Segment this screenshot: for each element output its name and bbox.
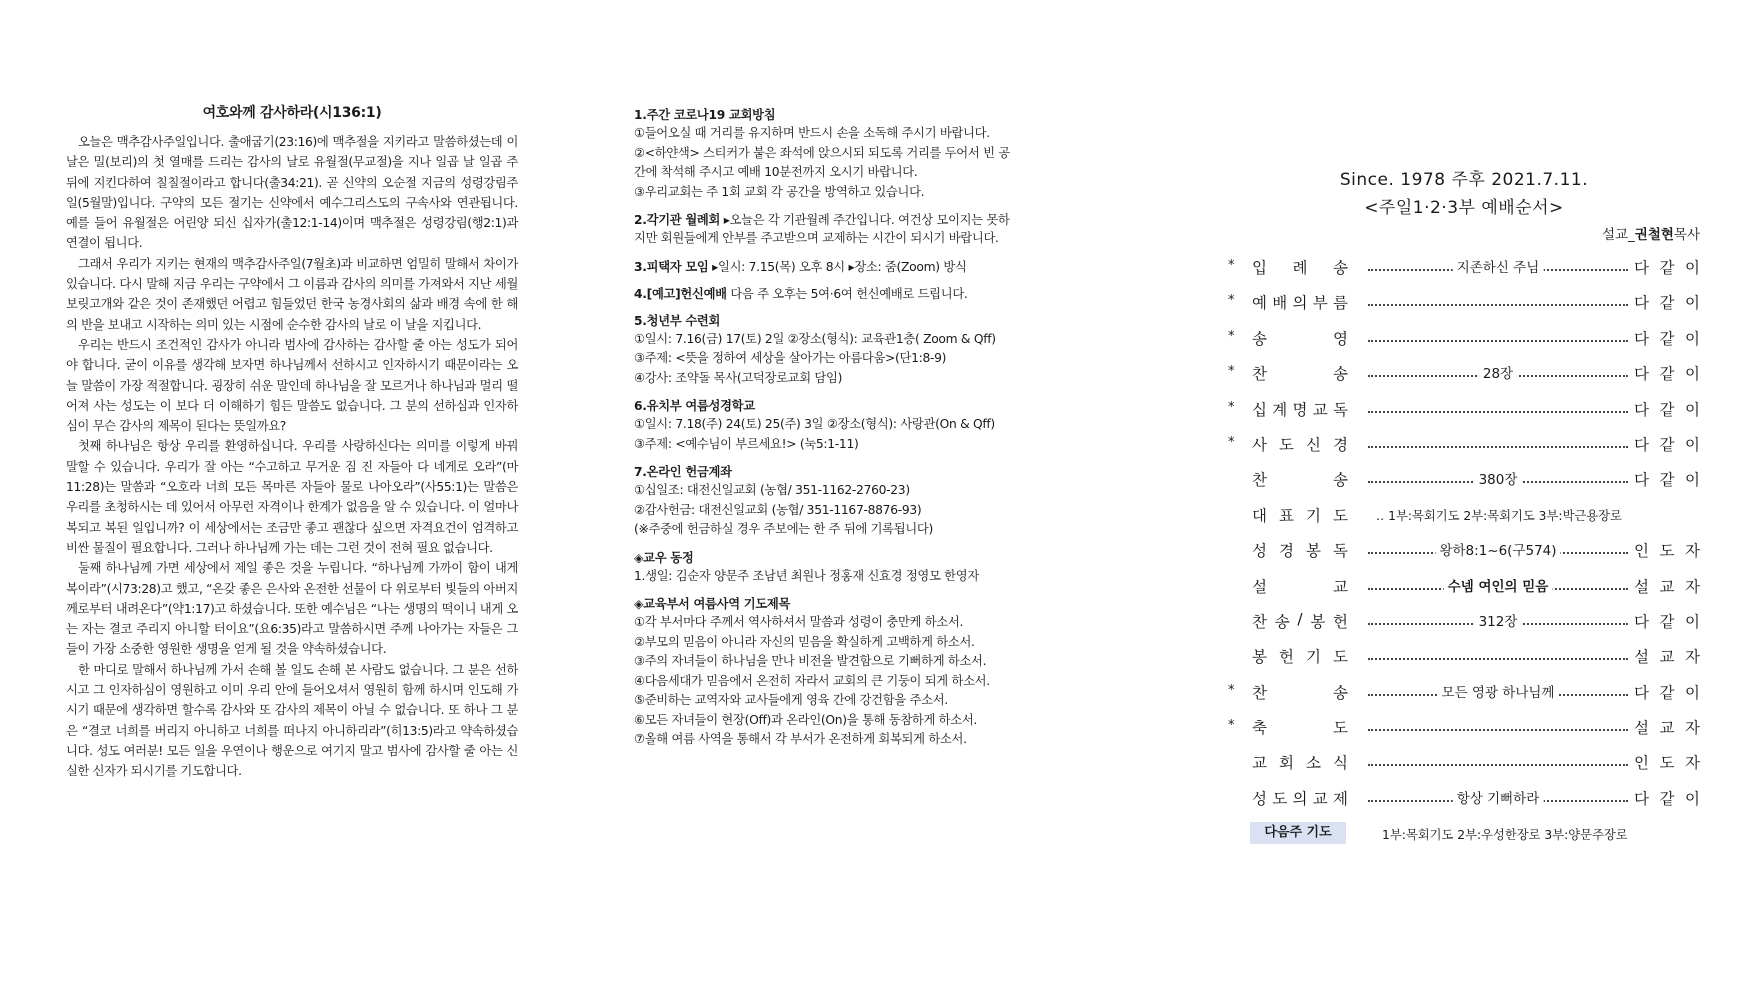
order-row [1228, 285, 1700, 320]
name-char: 예 [1252, 294, 1267, 313]
news-item [634, 106, 1134, 202]
news-heading [634, 211, 1134, 229]
stand-marker: * [1228, 293, 1235, 309]
who-char: 이 [1685, 471, 1700, 490]
name-char: 름 [1333, 294, 1348, 313]
who-char: 같 [1659, 471, 1675, 490]
news-heading [634, 463, 1134, 481]
who-char: 이 [1685, 435, 1700, 454]
order-item-name [1252, 539, 1348, 561]
order-item-leader [1634, 645, 1700, 667]
preacher-suffix: 목사 [1673, 227, 1700, 243]
order-row [1228, 781, 1700, 816]
leader-line [1368, 658, 1628, 660]
order-row [1228, 250, 1700, 285]
name-char: 도 [1279, 435, 1294, 454]
next-prayer-text: 1부:목회기도 2부:우성한장로 3부:양문주장로 [1382, 828, 1628, 843]
name-char: 송 [1333, 471, 1348, 490]
preacher-line [1228, 224, 1700, 246]
name-char: 식 [1333, 754, 1348, 773]
order-item-detail: 왕하8:1~6(구574) [1435, 539, 1560, 559]
news-line: ②<하얀색> 스티커가 붙은 좌석에 앉으시되 되도록 거리를 두어서 빈 공 [634, 145, 1010, 160]
name-char: 부 [1312, 294, 1328, 313]
stand-marker: * [1228, 718, 1235, 734]
order-item-leader [1634, 787, 1700, 809]
order-item-detail: 모든 영광 하나님께 [1438, 681, 1559, 701]
order-row [1228, 356, 1700, 391]
name-char: 도 [1272, 789, 1288, 808]
news-line: 지만 회원들에게 안부를 주고받으며 교제하는 시간이 되시기 바랍니다. [634, 231, 999, 245]
name-char: 성 [1252, 542, 1267, 561]
leader-line [1368, 446, 1628, 448]
order-item-detail: 312장 [1475, 610, 1522, 630]
name-char: 독 [1333, 542, 1348, 561]
name-char: 독 [1333, 400, 1348, 419]
news-line: ②부모의 믿음이 아니라 자신의 믿음을 확실하게 고백하게 하소서. [634, 634, 975, 649]
who-char: 이 [1685, 683, 1700, 702]
order-item-leader [1634, 610, 1700, 632]
preacher-prefix: 설교_ [1601, 227, 1635, 243]
who-char: 이 [1685, 400, 1700, 419]
order-item-name [1252, 645, 1348, 667]
news-line: ①일시: 7.16(금) 17(토) 2일 ②장소(형식): 교육관1층( Zoom & Qff) [634, 331, 996, 346]
name-char: 기 [1306, 506, 1321, 525]
name-char: 사 [1252, 435, 1267, 454]
news-line: ③주제: <뜻을 정하여 세상을 살아가는 아름다움>(단1:8-9) [634, 351, 947, 365]
news-line: ③우리교회는 주 1회 교회 각 공간을 방역하고 있습니다. [634, 184, 925, 199]
who-char: 도 [1659, 754, 1675, 773]
news-heading-title: 2.각기관 월례회 [634, 213, 721, 227]
stand-marker: * [1228, 434, 1235, 450]
essay-paragraph: 한 마디로 말해서 하나님께 가서 손해 볼 일도 손해 본 사람도 없습니다. 그 분은 선하시고 그 인자하심이 영원하고 이미 우리 안에 들어오셔서 영원히 함께 하시며 인도해 가시기 때문에 생각하면 할수록 감사와 또 감사의 제목이 아닐 수 없습니다. 또 하나 그 분은 “결코 너희를 버리지 아니하고 너희를 떠나지 아니하리라”(히13:5)라고 약속하셨습니다. 성도 여러분! 모든 일을 우연이나 행운으로 여기지 말고 범사에 감사할 줄 아는 신실한 신자가 되시기를 기도합니다. [66, 662, 518, 779]
order-item-name [1252, 716, 1348, 738]
name-char: 계 [1272, 400, 1288, 419]
order-list [1228, 250, 1700, 816]
name-char: 례 [1292, 259, 1308, 277]
news-heading-inline: ▸일시: 7.15(목) 오후 8시 ▸장소: 줌(Zoom) 방식 [708, 259, 967, 274]
who-char: 같 [1659, 789, 1675, 808]
news-item [634, 397, 1134, 454]
name-char: 축 [1252, 719, 1267, 738]
news-item [634, 285, 1134, 303]
name-char: 십 [1252, 400, 1267, 419]
news-heading-title: 5.청년부 수련회 [634, 313, 721, 328]
news-line: ①십일조: 대전신일교회 (농협/ 351-1162-2760-23) [634, 483, 910, 497]
essay-paragraph: 오늘은 맥추감사주일입니다. 출애굽기(23:16)에 맥추절을 지키라고 말씀하셨는데 이 날은 밀(보리)의 첫 열매를 드리는 감사의 날로 유월절(무교절)을 지나 일곱 날 일곱 주 뒤에 지킨다하여 칠칠절이라고 합니다(출34:21). 곧 신약의 오순절 지금의 성령강림주일(5월말)입니다. 구약의 모든 절기는 신약에서 예수그리스도의 구속사와 연관됩니다. 예를 들어 유월절은 어린양 되신 십자가(출12:1-14)이며 맥추절은 성령강림(행2:1)과 연결이 됩니다. [66, 135, 518, 251]
order-title: <주일1·2·3부 예배순서> [1364, 198, 1564, 218]
news-item [634, 463, 1134, 540]
news-line: ①일시: 7.18(주) 24(토) 25(주) 3일 ②장소(형식): 사랑관(On & Qff) [634, 417, 995, 431]
news-item [634, 595, 1134, 750]
order-row [1228, 675, 1700, 710]
who-char: 다 [1634, 612, 1649, 631]
who-char: 이 [1685, 329, 1700, 348]
name-char: 교 [1333, 577, 1348, 596]
order-row [1228, 569, 1700, 604]
name-char: 찬 [1252, 683, 1267, 702]
news-heading-inline: 다음 주 오후는 5여·6여 헌신예배로 드립니다. [726, 286, 968, 301]
order-item-leader [1634, 539, 1700, 561]
stand-marker: * [1228, 364, 1235, 380]
who-char: 도 [1659, 542, 1675, 561]
name-char: 헌 [1279, 648, 1294, 667]
who-char: 같 [1659, 400, 1675, 419]
name-char: 헌 [1333, 612, 1348, 631]
name-char: 송 [1333, 683, 1348, 702]
essay-paragraph: 우리는 반드시 조건적인 감사가 아니라 범사에 감사하는 감사할 줄 아는 성도가 되어야 합니다. 굳이 이유를 생각해 보자면 하나님께서 선하시고 인자하시기 때문이라는 오늘 말씀이 가장 적절합니다. 굉장히 쉬운 말인데 하나님을 잘 모르거나 하나님과 멀리 떨어져 사는 성도는 이 보다 더 이해하기 힘든 말씀도 없습니다. 그 분의 선하심과 인자하심이 무슨 감사의 제목이 된다는 뜻일까요? [66, 337, 518, 434]
name-char: 도 [1333, 506, 1348, 525]
news-heading [634, 595, 1134, 613]
name-char: 도 [1333, 719, 1348, 738]
order-item-leader [1634, 751, 1700, 773]
news-heading [634, 397, 1134, 415]
who-char: 교 [1659, 719, 1675, 738]
order-row [1228, 427, 1700, 462]
order-row [1228, 392, 1700, 427]
order-row [1228, 498, 1700, 533]
order-item-leader [1634, 433, 1700, 455]
news-line: ⑦올해 여름 사역을 통해서 각 부서가 온전하게 회복되게 하소서. [634, 732, 967, 746]
who-char: 같 [1659, 435, 1675, 454]
order-item-detail: 28장 [1479, 362, 1517, 382]
name-char: 송 [1333, 365, 1348, 384]
news-heading-title: 4.[예고]헌신예배 [634, 286, 727, 301]
order-item-leader [1634, 398, 1700, 420]
order-row [1228, 462, 1700, 497]
who-char: 교 [1659, 648, 1675, 667]
name-char: 찬 [1252, 612, 1267, 631]
who-char: 이 [1685, 294, 1700, 313]
leader-line [1368, 729, 1628, 731]
leader-line [1368, 340, 1628, 342]
order-item-name [1252, 504, 1348, 526]
order-item-name [1252, 433, 1348, 455]
who-char: 다 [1634, 471, 1649, 490]
order-item-leader [1634, 256, 1700, 278]
essay-body [66, 132, 518, 782]
name-char: 찬 [1252, 365, 1267, 384]
news-line: 1.생일: 김순자 양문주 조남년 최원나 정홍재 신효경 정영모 한영자 [634, 568, 979, 583]
news-heading-title: 1.주간 코로나19 교회방침 [634, 108, 776, 122]
who-char: 이 [1685, 612, 1700, 631]
who-char: 이 [1685, 789, 1700, 808]
news-heading-title: 7.온라인 헌금계좌 [634, 465, 732, 479]
order-item-leader [1634, 716, 1700, 738]
who-char: 설 [1634, 648, 1649, 667]
name-char: 대 [1252, 506, 1267, 525]
who-char: 다 [1634, 294, 1649, 313]
news-heading [634, 312, 1134, 330]
next-prayer [1228, 822, 1700, 848]
essay-paragraph: 둘째 하나님께 가면 세상에서 제일 좋은 것을 누립니다. “하나님께 가까이 함이 내게 복이라”(시73:28)고 했고, “온갖 좋은 은사와 온전한 선물이 다 위로부터 빛들의 아버지께로부터 내려온다”(약1:17)고 하셨습니다. 또한 예수님은 “나는 생명의 떡이니 내게 오는 자는 결코 주리지 아니할 터이요”(요6:35)라고 말씀하시면 주께 나아가는 자들은 그들이 가장 소중한 영원한 생명을 얻게 될 것을 약속하셨습니다. [66, 561, 518, 657]
news-heading-title: ◈교우 동정 [634, 550, 694, 565]
name-char: 찬 [1252, 471, 1267, 490]
who-char: 다 [1634, 365, 1649, 384]
news-item [634, 258, 1134, 276]
who-char: 자 [1685, 719, 1700, 738]
name-char: 교 [1252, 754, 1267, 773]
order-row [1228, 533, 1700, 568]
order-item-detail: 380장 [1475, 468, 1522, 488]
name-char: 교 [1312, 400, 1328, 419]
who-char: 설 [1634, 577, 1649, 596]
order-item-leader [1634, 327, 1700, 349]
who-char: 같 [1659, 683, 1675, 702]
order-row [1228, 710, 1700, 745]
news-line: ⑤준비하는 교역자와 교사들에게 영육 간에 강건함을 주소서. [634, 693, 948, 707]
news-line: ④다음세대가 믿음에서 온전히 자라서 교회의 큰 기둥이 되게 하소서. [634, 673, 990, 688]
news-line: ②감사헌금: 대전신일교회 (농협/ 351-1167-8876-93) [634, 502, 922, 517]
order-row [1228, 745, 1700, 780]
news-heading-title: ◈교육부서 여름사역 기도제목 [634, 597, 791, 611]
news-line: ⑥모든 자녀들이 현장(Off)과 온라인(On)을 통해 동참하게 하소서. [634, 712, 978, 727]
stand-marker: * [1228, 258, 1235, 273]
name-char: 경 [1333, 435, 1348, 454]
who-char: 같 [1659, 294, 1675, 313]
name-char: 성 [1252, 789, 1267, 808]
who-char: 다 [1634, 683, 1649, 702]
name-char: 송 [1274, 612, 1290, 631]
who-char: 같 [1659, 612, 1675, 631]
order-item-name [1252, 575, 1348, 597]
order-item-leader [1634, 681, 1700, 703]
who-char: 자 [1685, 754, 1700, 773]
name-char: 봉 [1310, 612, 1326, 631]
name-char: / [1297, 609, 1303, 628]
essay-title: 여호와께 감사하라(시136:1) [202, 105, 382, 121]
news-heading-inline: ▸오늘은 각 기관월례 주간입니다. 여건상 모이지는 못하 [720, 213, 1010, 227]
news-heading-title: 6.유치부 여름성경학교 [634, 399, 755, 413]
name-char: 의 [1292, 294, 1308, 313]
who-char: 인 [1634, 542, 1649, 561]
name-char: 표 [1279, 506, 1294, 525]
name-char: 교 [1312, 789, 1328, 808]
name-char: 배 [1272, 294, 1288, 313]
news-line: ①들어오실 때 거리를 유지하며 반드시 손을 소독해 주시기 바랍니다. [634, 126, 990, 140]
since-date-line: Since. 1978 주후 2021.7.11. [1339, 170, 1589, 190]
who-char: 인 [1634, 754, 1649, 773]
name-char: 송 [1333, 259, 1348, 277]
order-item-detail: 수넴 여인의 믿음 [1444, 575, 1553, 595]
who-char: 이 [1685, 259, 1700, 277]
name-char: 의 [1292, 789, 1308, 808]
who-char: 설 [1634, 719, 1649, 738]
order-item-leader [1634, 575, 1700, 597]
who-char: 다 [1634, 259, 1649, 277]
order-item-leader [1634, 291, 1700, 313]
name-char: 입 [1252, 259, 1267, 277]
name-char: 신 [1306, 435, 1321, 454]
name-char: 기 [1306, 648, 1321, 667]
news-list [634, 106, 1134, 750]
news-item [634, 549, 1134, 587]
name-char: 봉 [1306, 542, 1321, 561]
news-line: 간에 착석해 주시고 예배 10분전까지 오시기 바랍니다. [634, 165, 918, 179]
who-char: 다 [1634, 435, 1649, 454]
who-char: 이 [1685, 365, 1700, 384]
name-char: 도 [1333, 648, 1348, 667]
name-char: 경 [1279, 542, 1294, 561]
stand-marker: * [1228, 682, 1235, 698]
order-item-name [1252, 256, 1348, 278]
order-row [1228, 639, 1700, 674]
leader-line [1368, 304, 1628, 306]
essay-paragraph: 그래서 우리가 지키는 현재의 맥추감사주일(7월초)과 비교하면 엄밀히 말해서 차이가 있습니다. 다시 말해 지금 우리는 구약에서 그 이름과 감사의 의미를 가져와서 지난 세월 보릿고개와 같은 것이 존재했던 어렵고 힘들었던 한국 농경사회의 삶과 배경 속에 한 해의 반을 보내고 시작하는 의미 있는 시점에 순수한 감사의 날로 이 날을 지킵니다. [66, 256, 518, 332]
order-item-name [1252, 787, 1348, 809]
name-char: 영 [1333, 329, 1348, 348]
worship-order [1228, 166, 1700, 848]
order-item-name [1252, 398, 1348, 420]
stand-marker: * [1228, 399, 1235, 415]
order-row [1228, 321, 1700, 356]
leader-line [1368, 411, 1628, 413]
news-line: ③주제: <예수님이 부르세요!> (눅5:1-11) [634, 436, 859, 451]
next-prayer-label: 다음주 기도 [1250, 822, 1346, 844]
who-char: 다 [1634, 789, 1649, 808]
who-char: 같 [1659, 365, 1675, 384]
news-line: ①각 부서마다 주께서 역사하셔서 말씀과 성령이 충만케 하소서. [634, 615, 964, 629]
order-row [1228, 604, 1700, 639]
order-item-name [1252, 362, 1348, 384]
who-char: 자 [1685, 648, 1700, 667]
name-char: 제 [1333, 789, 1348, 808]
order-item-leader [1634, 362, 1700, 384]
who-char: 같 [1659, 329, 1675, 348]
order-item-detail: 항상 기뻐하라 [1453, 787, 1544, 807]
leader-line [1368, 764, 1628, 766]
name-char: 명 [1292, 400, 1308, 419]
news-heading [634, 285, 1134, 303]
order-item-name [1252, 610, 1348, 632]
order-item-name [1252, 291, 1348, 313]
news-line: ④강사: 조약돌 목사(고덕장로교회 담임) [634, 370, 843, 385]
essay-paragraph: 첫째 하나님은 항상 우리를 환영하십니다. 우리를 사랑하신다는 의미를 이렇게 바꿔 말할 수 있습니다. 우리가 잘 아는 “수고하고 무거운 짐 진 자들아 다 네게로 오라”(마11:28)는 말씀과 “오호라 너희 모든 목마른 자들아 물로 나아오라”(사55:1)는 말씀은 우리를 초청하시는 데 있어서 아무런 자격이나 한계가 없음을 알 수 있습니다. 이 얼마나 복되고 복된 일입니까? 이 세상에서는 조금만 좋고 괜찮다 싶으면 자격요건이 엄격하고 비싼 물질이 필요합니다. 그러나 하나님께 가는 데는 그런 것이 전혀 필요 없습니다. [66, 439, 518, 555]
news-heading-title: 3.피택자 모임 [634, 259, 709, 274]
order-item-name [1252, 327, 1348, 349]
who-char: 교 [1659, 577, 1675, 596]
name-char: 회 [1279, 754, 1294, 773]
name-char: 소 [1306, 754, 1321, 773]
order-item-name [1252, 468, 1348, 490]
who-char: 다 [1634, 329, 1649, 348]
who-char: 자 [1685, 577, 1700, 596]
stand-marker: * [1228, 328, 1235, 344]
sermon-essay [66, 102, 518, 782]
who-char: 같 [1659, 259, 1675, 277]
news-heading [634, 106, 1134, 124]
news-line: ③주의 자녀들이 하나님을 만나 비전을 발견함으로 기뻐하게 하소서. [634, 654, 987, 668]
news-heading [634, 258, 1134, 276]
news-item [634, 211, 1134, 249]
news-heading [634, 549, 1134, 567]
order-item-name [1252, 751, 1348, 773]
preacher-name: 권철현 [1634, 227, 1674, 243]
church-news [634, 106, 1134, 759]
name-char: 송 [1252, 329, 1267, 348]
order-item-detail: ‥ 1부:목회기도 2부:목회기도 3부:박근용장로 [1376, 508, 1622, 523]
who-char: 자 [1685, 542, 1700, 561]
name-char: 봉 [1252, 648, 1267, 667]
who-char: 다 [1634, 400, 1649, 419]
order-item-leader [1634, 468, 1700, 490]
name-char: 설 [1252, 577, 1267, 596]
order-item-name [1252, 681, 1348, 703]
news-item [634, 312, 1134, 389]
order-item-detail: 지존하신 주님 [1453, 256, 1544, 276]
news-line: (※주중에 헌금하실 경우 주보에는 한 주 뒤에 기록됩니다) [634, 522, 933, 536]
